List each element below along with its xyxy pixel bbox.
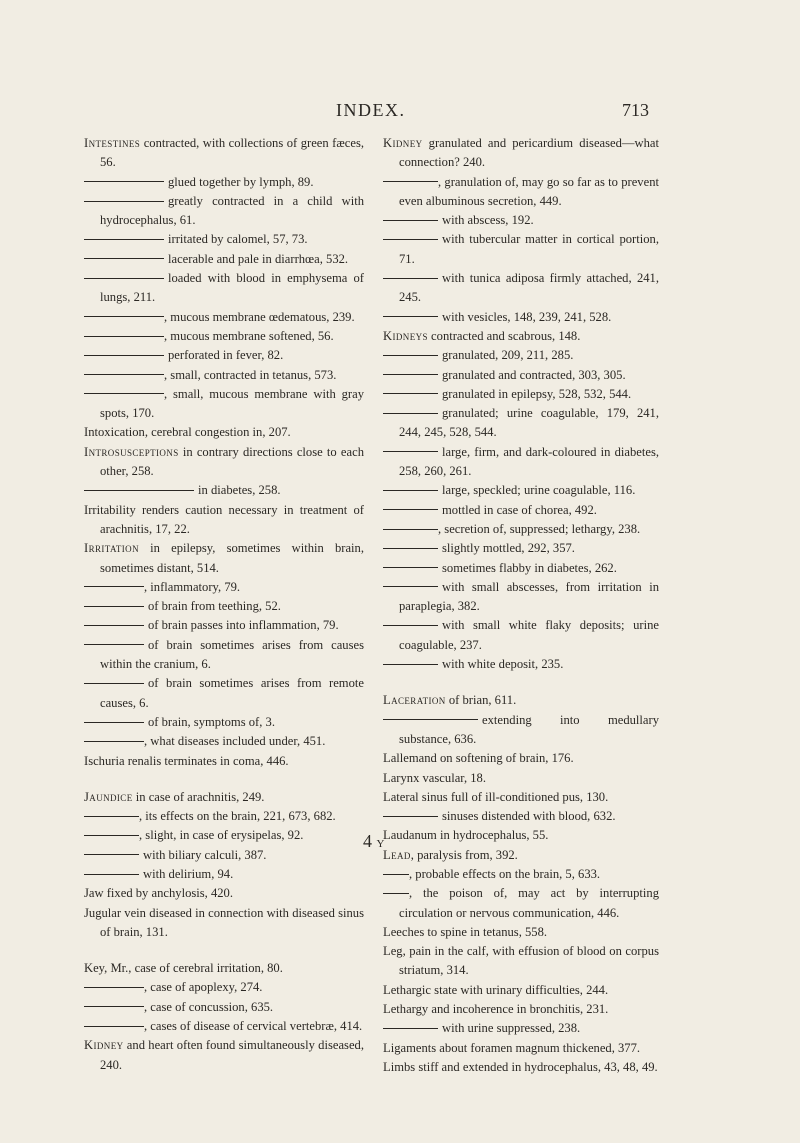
ditto-dash	[383, 413, 438, 414]
ditto-dash	[383, 586, 438, 587]
ditto-dash	[383, 664, 438, 665]
ditto-dash	[383, 1028, 438, 1029]
index-entry: Key, Mr., case of cerebral irritation, 80.	[84, 961, 283, 976]
ditto-dash	[84, 490, 194, 491]
ditto-dash	[383, 567, 438, 568]
index-subentry: , small, mucous membrane with gray spots, 170.	[84, 385, 364, 424]
index-entry: Laceration of brian, 611.	[383, 693, 517, 708]
index-subentry: loaded with blood in emphysema of lungs, 211.	[84, 269, 364, 308]
index-entry: Limbs stiff and extended in hydrocephalus, 43, 48, 49.	[383, 1059, 658, 1074]
ditto-dash	[84, 854, 139, 855]
index-subentry: large, firm, and dark-coloured in diabetes, 258, 260, 261.	[383, 443, 659, 482]
ditto-dash	[383, 548, 438, 549]
index-entry: Larynx vascular, 18.	[383, 770, 487, 785]
printer-signature-mark	[363, 831, 384, 852]
index-subentry: perforated in fever, 82.	[84, 346, 364, 365]
index-entry: Irritability renders caution necessary in treatment of arachnitis, 17, 22.	[84, 502, 364, 536]
ditto-dash	[383, 816, 438, 817]
index-entry: Jugular vein diseased in connection with diseased sinus of brain, 131.	[84, 905, 364, 939]
index-subentry: with tunica adiposa firmly attached, 241, 245.	[383, 269, 659, 308]
ditto-dash	[84, 201, 164, 202]
index-entry: Lethargy and incoherence in bronchitis, 231.	[383, 1002, 609, 1017]
index-subentry: with small white flaky deposits; urine coagulable, 237.	[383, 616, 659, 655]
ditto-dash	[84, 355, 164, 356]
ditto-dash	[383, 374, 438, 375]
index-subentry: granulated in epilepsy, 528, 532, 544.	[383, 385, 659, 404]
index-entry: Kidneys contracted and scabrous, 148.	[383, 328, 581, 343]
ditto-dash	[84, 239, 164, 240]
ditto-dash	[383, 490, 438, 491]
index-subentry: of brain sometimes arises from remote causes, 6.	[84, 674, 364, 713]
index-subentry: sinuses distended with blood, 632.	[383, 807, 659, 826]
index-subentry: , granulation of, may go so far as to prevent even albuminous secretion, 449.	[383, 173, 659, 212]
index-column-right	[383, 134, 659, 1077]
index-subentry: granulated and contracted, 303, 305.	[383, 366, 659, 385]
index-entry: Ischuria renalis terminates in coma, 446.	[84, 753, 289, 768]
index-entry: Lead, paralysis from, 392.	[383, 847, 518, 862]
ditto-dash	[84, 874, 139, 875]
ditto-dash	[383, 316, 438, 317]
ditto-dash	[84, 606, 144, 607]
index-entry: Kidney granulated and pericardium diseased—what connection? 240.	[383, 136, 659, 170]
index-subentry: with small abscesses, from irritation in paraplegia, 382.	[383, 578, 659, 617]
index-subentry: , case of concussion, 635.	[84, 998, 364, 1017]
index-subentry: with white deposit, 235.	[383, 655, 659, 674]
index-entry: Lateral sinus full of ill-conditioned pus, 130.	[383, 789, 609, 804]
index-subentry: irritated by calomel, 57, 73.	[84, 230, 364, 249]
index-subentry: sometimes flabby in diabetes, 262.	[383, 559, 659, 578]
index-subentry: in diabetes, 258.	[84, 481, 364, 500]
ditto-dash	[84, 987, 144, 988]
index-subentry: of brain passes into inflammation, 79.	[84, 616, 364, 635]
ditto-dash	[84, 258, 164, 259]
ditto-dash	[84, 316, 164, 317]
ditto-dash	[383, 529, 438, 530]
ditto-dash	[383, 719, 478, 720]
ditto-dash	[84, 683, 144, 684]
ditto-dash	[84, 816, 139, 817]
page-number: 713	[622, 100, 649, 120]
index-column-left	[84, 134, 364, 1075]
signature-letter: Y	[376, 838, 385, 850]
ditto-dash	[383, 893, 409, 894]
ditto-dash	[84, 835, 139, 836]
index-subentry: , slight, in case of erysipelas, 92.	[84, 826, 364, 845]
index-subentry: of brain, symptoms of, 3.	[84, 713, 364, 732]
ditto-dash	[383, 509, 438, 510]
index-entry: Irritation in epilepsy, sometimes within brain, sometimes distant, 514.	[84, 541, 364, 575]
index-subentry: lacerable and pale in diarrhœa, 532.	[84, 250, 364, 269]
ditto-dash	[84, 393, 164, 394]
ditto-dash	[383, 874, 409, 875]
ditto-dash	[383, 239, 438, 240]
ditto-dash	[84, 1006, 144, 1007]
index-subentry: , what diseases included under, 451.	[84, 732, 364, 751]
index-subentry: of brain from teething, 52.	[84, 597, 364, 616]
page-header	[0, 100, 800, 124]
index-subentry: mottled in case of chorea, 492.	[383, 501, 659, 520]
index-subentry: , case of apoplexy, 274.	[84, 978, 364, 997]
index-subentry: with delirium, 94.	[84, 865, 364, 884]
index-entry: Kidney and heart often found simultaneously diseased, 240.	[84, 1038, 364, 1072]
index-subentry: large, speckled; urine coagulable, 116.	[383, 481, 659, 500]
index-subentry: granulated; urine coagulable, 179, 241, 244, 245, 528, 544.	[383, 404, 659, 443]
ditto-dash	[84, 625, 144, 626]
index-entry: Leg, pain in the calf, with effusion of blood on corpus striatum, 314.	[383, 944, 659, 978]
ditto-dash	[383, 393, 438, 394]
index-subentry: with urine suppressed, 238.	[383, 1019, 659, 1038]
index-subentry: , mucous membrane softened, 56.	[84, 327, 364, 346]
index-subentry: with tubercular matter in cortical portion, 71.	[383, 230, 659, 269]
index-entry: Leeches to spine in tetanus, 558.	[383, 924, 548, 939]
page-title: INDEX.	[336, 100, 406, 120]
index-entry: Intoxication, cerebral congestion in, 207.	[84, 425, 291, 440]
ditto-dash	[84, 1026, 144, 1027]
signature-numeral: 4	[363, 831, 372, 851]
ditto-dash	[84, 278, 164, 279]
index-subentry: with abscess, 192.	[383, 211, 659, 230]
index-entry: Ligaments about foramen magnum thickened, 377.	[383, 1040, 641, 1055]
index-subentry: , secretion of, suppressed; lethargy, 238.	[383, 520, 659, 539]
ditto-dash	[383, 355, 438, 356]
ditto-dash	[383, 451, 438, 452]
index-entry: Jaundice in case of arachnitis, 249.	[84, 789, 265, 804]
index-subentry: , the poison of, may act by interrupting circulation or nervous communication, 446.	[383, 884, 659, 923]
index-subentry: , cases of disease of cervical vertebræ, 414.	[84, 1017, 364, 1036]
ditto-dash	[84, 586, 144, 587]
ditto-dash	[84, 374, 164, 375]
index-entry: Laudanum in hydrocephalus, 55.	[383, 828, 549, 843]
index-entry: Introsusceptions in contrary directions close to each other, 258.	[84, 444, 364, 479]
index-entry: Intestines contracted, with collections of green fæces, 56.	[84, 136, 364, 170]
ditto-dash	[383, 181, 438, 182]
index-entry: Lethargic state with urinary difficulties, 244.	[383, 982, 609, 997]
ditto-dash	[84, 181, 164, 182]
index-subentry: glued together by lymph, 89.	[84, 173, 364, 192]
ditto-dash	[383, 278, 438, 279]
index-subentry: , its effects on the brain, 221, 673, 682.	[84, 807, 364, 826]
ditto-dash	[383, 220, 438, 221]
index-subentry: with biliary calculi, 387.	[84, 846, 364, 865]
index-subentry: extending into medullary substance, 636.	[383, 711, 659, 750]
ditto-dash	[84, 644, 144, 645]
index-subentry: of brain sometimes arises from causes within the cranium, 6.	[84, 636, 364, 675]
index-subentry: , small, contracted in tetanus, 573.	[84, 366, 364, 385]
ditto-dash	[84, 722, 144, 723]
ditto-dash	[84, 336, 164, 337]
ditto-dash	[383, 625, 438, 626]
ditto-dash	[84, 741, 144, 742]
index-subentry: granulated, 209, 211, 285.	[383, 346, 659, 365]
index-subentry: with vesicles, 148, 239, 241, 528.	[383, 308, 659, 327]
index-entry: Jaw fixed by anchylosis, 420.	[84, 886, 234, 901]
index-subentry: , probable effects on the brain, 5, 633.	[383, 865, 659, 884]
index-subentry: slightly mottled, 292, 357.	[383, 539, 659, 558]
index-entry: Lallemand on softening of brain, 176.	[383, 751, 574, 766]
index-subentry: , inflammatory, 79.	[84, 578, 364, 597]
index-subentry: , mucous membrane œdematous, 239.	[84, 308, 364, 327]
index-subentry: greatly contracted in a child with hydrocephalus, 61.	[84, 192, 364, 231]
